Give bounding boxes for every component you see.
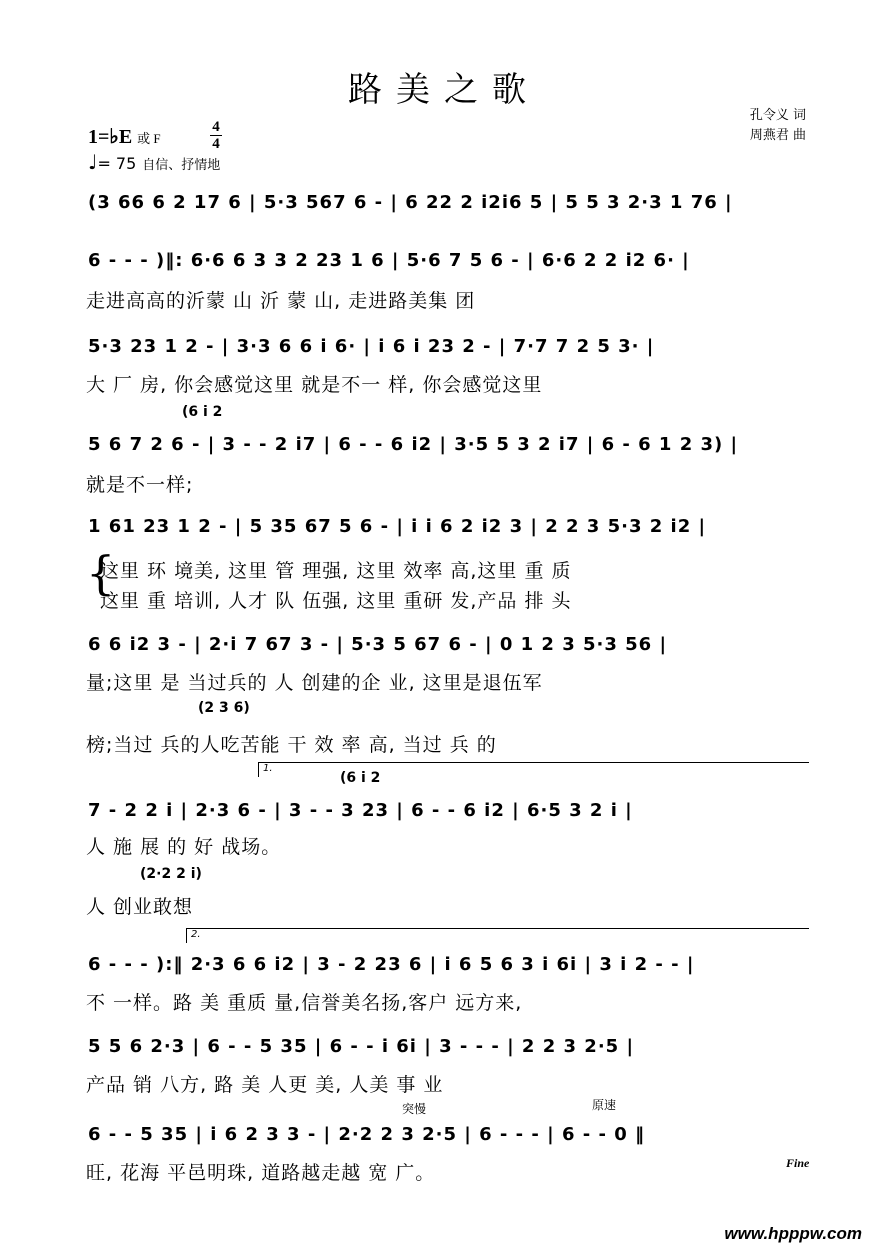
lyric-line-10: 不 一样。路 美 重质 量,信誉美名扬,客户 远方来, <box>86 992 523 1014</box>
meter-top: 4 <box>212 119 220 135</box>
music-line-8: 7 - 2 2 i | 2·3 6 - | 3 - - 3 23 | 6 - - 6 i2 | 6·5 3 2 i | <box>88 800 633 821</box>
grace-note-1: (6 i 2 <box>182 404 223 420</box>
grace-note-2: (2 3 6) <box>198 700 250 716</box>
website-watermark: www.hpppw.com <box>724 1224 862 1243</box>
key-text: 1=♭E <box>88 126 133 148</box>
tempo-value: = 75 <box>97 154 137 173</box>
lyric-line-11: 产品 销 八方, 路 美 人更 美, 人美 事 业 <box>86 1074 444 1096</box>
grace-note-3: (6 i 2 <box>340 770 381 786</box>
tempo-marking <box>88 150 220 174</box>
lyric-line-9: 人 创业敢想 <box>86 896 194 918</box>
key-signature <box>88 124 161 149</box>
quarter-note-icon: ♩ <box>88 150 98 174</box>
lyric-line-8: 人 施 展 的 好 战场。 <box>86 836 282 858</box>
tempo-style: 自信、抒情地 <box>142 158 221 173</box>
composer-credit: 周燕君 曲 <box>749 128 806 143</box>
music-line-1: (3 66 6 2 17 6 | 5·3 567 6 - | 6 22 2 i2i6 5 | 5 5 3 2·3 1 76 | <box>88 192 733 213</box>
music-line-4: 5 6 7 2 6 - | 3 - - 2 i7 | 6 - - 6 i2 | 3·5 5 3 2 i7 | 6 - 6 1 2 3) | <box>88 434 739 455</box>
lyric-line-5a: 这里 环 境美, 这里 管 理强, 这里 效率 高,这里 重 质 <box>100 560 572 582</box>
music-line-2: 6 - - - )‖: 6·6 6 3 3 2 23 1 6 | 5·6 7 5 6 - | 6·6 2 2 i2 6· | <box>88 250 690 271</box>
fine-mark: Fine <box>786 1156 810 1170</box>
music-line-3: 5·3 23 1 2 - | 3·3 6 6 i 6· | i 6 i 23 2 - | 7·7 7 2 5 3· | <box>88 336 655 357</box>
grace-note-4: (2·2 2 i) <box>140 866 202 882</box>
volta-2 <box>186 928 809 943</box>
music-line-12: 6 - - 5 35 | i 6 2 3 3 - | 2·2 2 3 2·5 | 6 - - - | 6 - - 0 ‖ <box>88 1124 646 1145</box>
meter-bottom: 4 <box>212 136 220 152</box>
song-title: 路美之歌 <box>348 70 540 110</box>
music-line-5: 1 61 23 1 2 - | 5 35 67 5 6 - | i i 6 2 i2 3 | 2 2 3 5·3 2 i2 | <box>88 516 707 537</box>
music-line-6: 6 6 i2 3 - | 2·i 7 67 3 - | 5·3 5 67 6 - | 0 1 2 3 5·3 56 | <box>88 634 668 655</box>
lyric-line-5b: 这里 重 培训, 人才 队 伍强, 这里 重研 发,产品 排 头 <box>100 590 572 612</box>
lyricist-credit: 孔令义 词 <box>749 108 806 123</box>
lyric-line-6: 量;这里 是 当过兵的 人 创建的企 业, 这里是退伍军 <box>86 672 543 694</box>
verse-brace: { <box>86 546 116 600</box>
time-signature <box>210 120 222 151</box>
lyric-line-7: 榜;当过 兵的人吃苦能 干 效 率 高, 当过 兵 的 <box>86 734 497 756</box>
ritardando-mark: 突慢 <box>402 1102 427 1116</box>
lyric-line-3: 大 厂 房, 你会感觉这里 就是不一 样, 你会感觉这里 <box>86 374 543 396</box>
music-line-11: 5 5 6 2·3 | 6 - - 5 35 | 6 - - i 6i | 3 - - - | 2 2 3 2·5 | <box>88 1036 635 1057</box>
lyric-line-2: 走进高高的沂蒙 山 沂 蒙 山, 走进路美集 团 <box>86 290 476 312</box>
volta-1-label: 1. <box>263 763 273 774</box>
key-alt: 或 F <box>137 131 161 146</box>
volta-2-label: 2. <box>191 929 201 940</box>
lyric-line-4: 就是不一样; <box>86 474 194 496</box>
music-line-10: 6 - - - ):‖ 2·3 6 6 i2 | 3 - 2 23 6 | i 6 5 6 3 i 6i | 3 i 2 - - | <box>88 954 695 975</box>
lyric-line-12: 旺, 花海 平邑明珠, 道路越走越 宽 广。 <box>86 1162 436 1184</box>
a-tempo-mark: 原速 <box>592 1098 617 1112</box>
